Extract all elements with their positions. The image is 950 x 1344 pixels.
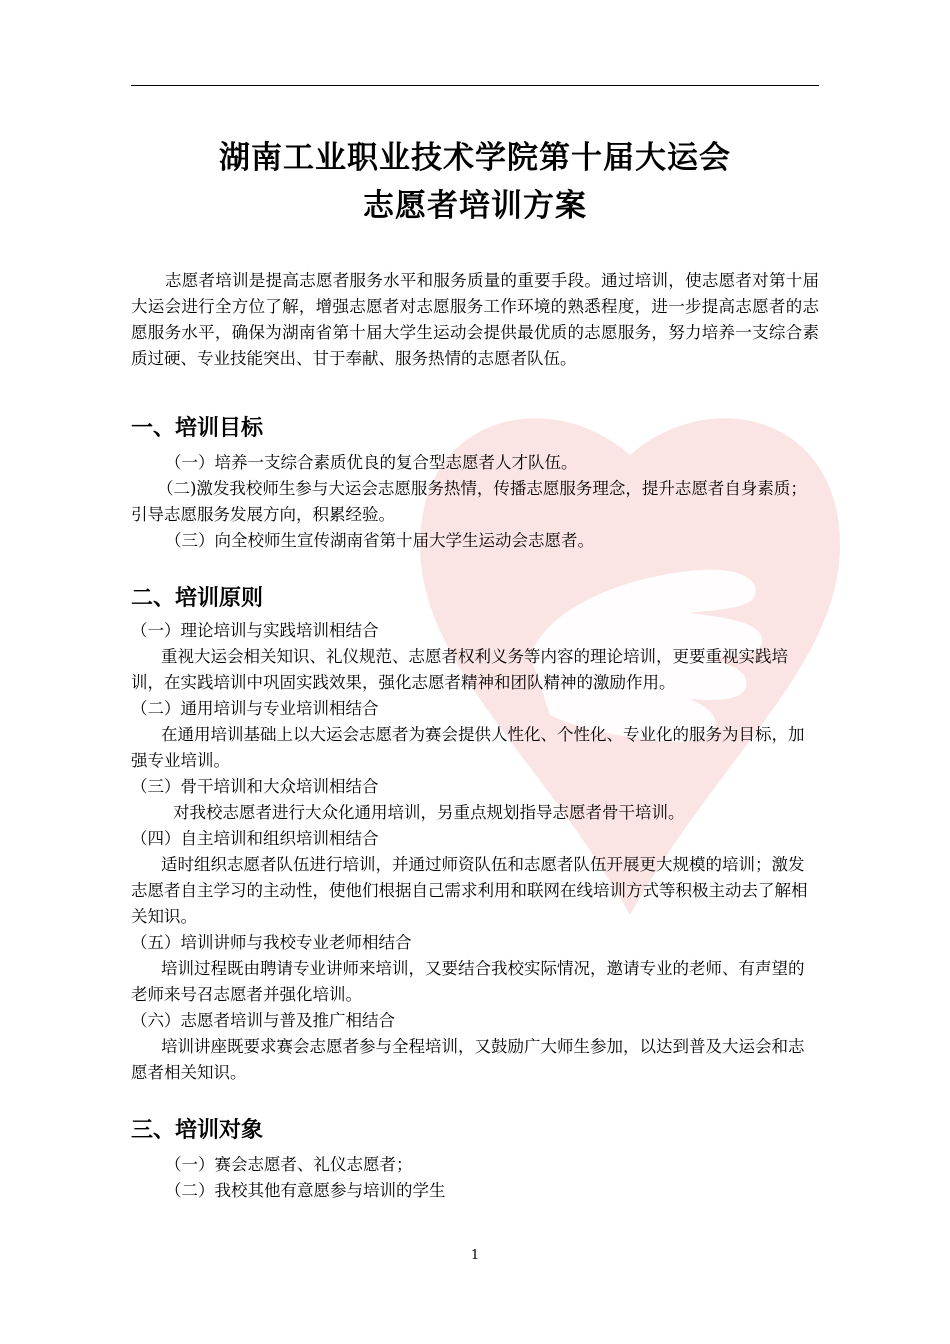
principle-body: 适时组织志愿者队伍进行培训，并通过师资队伍和志愿者队伍开展更大规模的培训；激发志愿者自主学习的主动性，使他们根据自己需求利用和联网在线培训方式等积极主动去了解相关知识。 xyxy=(131,855,808,926)
principle-body: 对我校志愿者进行大众化通用培训，另重点规划指导志愿者骨干培训。 xyxy=(173,803,685,822)
header-rule xyxy=(131,85,819,86)
document-title-line1: 湖南工业职业技术学院第十届大运会 xyxy=(219,140,731,176)
intro-paragraph: 志愿者培训是提高志愿者服务水平和服务质量的重要手段。通过培训，使志愿者对第十届大运会进行全方位了解，增强志愿者对志愿服务工作环境的熟悉程度，进一步提高志愿者的志愿服务水平，确保为湖南省第十届大学生运动会提供最优质的志愿服务，努力培养一支综合素质过硬、专业技能突出、甘于奉献、服务热情的志愿者队伍。 xyxy=(131,271,819,368)
principle-title: （三）骨干培训和大众培训相结合 xyxy=(131,777,379,796)
principle-title: （五）培训讲师与我校专业老师相结合 xyxy=(131,933,412,952)
principle-body: 重视大运会相关知识、礼仪规范、志愿者权利义务等内容的理论培训，更要重视实践培训，在实践培训中巩固实践效果，强化志愿者精神和团队精神的激励作用。 xyxy=(131,647,788,692)
target-item: （二）我校其他有意愿参与培训的学生 xyxy=(165,1181,446,1200)
principle-title: （二）通用培训与专业培训相结合 xyxy=(131,699,379,718)
principle-title: （四）自主培训和组织培训相结合 xyxy=(131,829,379,848)
goal-item: （一）培养一支综合素质优良的复合型志愿者人才队伍。 xyxy=(165,453,578,472)
principle-body: 在通用培训基础上以大运会志愿者为赛会提供人性化、个性化、专业化的服务为目标，加强专业培训。 xyxy=(131,725,805,770)
section-heading: 三、培训对象 xyxy=(131,1118,264,1143)
section-heading: 一、培训目标 xyxy=(131,416,264,441)
principle-body: 培训讲座既要求赛会志愿者参与全程培训，又鼓励广大师生参加，以达到普及大运会和志愿者相关知识。 xyxy=(131,1037,805,1082)
page-number: 1 xyxy=(470,1248,480,1263)
principle-body: 培训过程既由聘请专业讲师来培训，又要结合我校实际情况，邀请专业的老师、有声望的老师来号召志愿者并强化培训。 xyxy=(131,959,805,1004)
principle-title: （一）理论培训与实践培训相结合 xyxy=(131,621,379,640)
principle-title: （六）志愿者培训与普及推广相结合 xyxy=(131,1011,395,1030)
goal-item: （三）向全校师生宣传湖南省第十届大学生运动会志愿者。 xyxy=(165,531,594,550)
section-heading: 二、培训原则 xyxy=(131,586,264,611)
goal-item: （二)激发我校师生参与大运会志愿服务热情，传播志愿服务理念，提升志愿者自身素质；引导志愿服务发展方向，积累经验。 xyxy=(131,479,807,524)
document-body xyxy=(131,268,819,1204)
target-item: （一）赛会志愿者、礼仪志愿者； xyxy=(165,1155,413,1174)
document-title-line2: 志愿者培训方案 xyxy=(363,188,587,224)
